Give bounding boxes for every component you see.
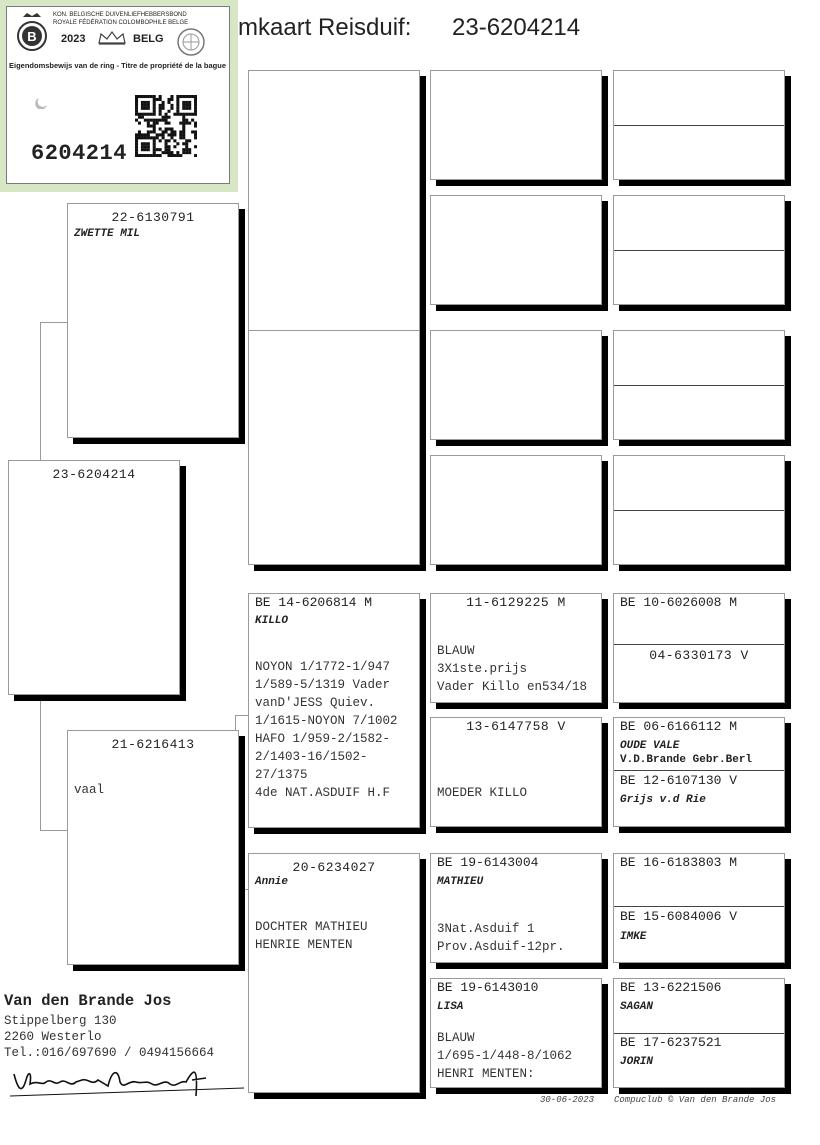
g5-1-divider bbox=[614, 125, 784, 126]
mfmf-name: OUDE VALE bbox=[620, 740, 680, 752]
pigeon-g4-1 bbox=[430, 70, 602, 180]
mm-text: DOCHTER MATHIEU HENRIE MENTEN bbox=[255, 920, 368, 952]
connector-main-father bbox=[40, 322, 68, 462]
hole-mark-icon bbox=[35, 95, 49, 109]
father-ring: 22-6130791 bbox=[111, 210, 195, 225]
pigeon-mff-parents bbox=[613, 593, 785, 703]
mmmf-ring: BE 13-6221506 bbox=[620, 980, 722, 995]
mmfm-name: IMKE bbox=[620, 931, 647, 943]
pigeon-mfm-parents bbox=[613, 717, 785, 827]
main-ring: 23-6204214 bbox=[52, 467, 136, 482]
mmf-parents-divider bbox=[614, 906, 784, 907]
pigeon-mfm bbox=[430, 717, 602, 827]
mf-ring: BE 14-6206814 M bbox=[255, 595, 373, 610]
mmm-parents-divider bbox=[614, 1033, 784, 1034]
mm-ring: 20-6234027 bbox=[292, 860, 376, 875]
g5-4-divider bbox=[614, 510, 784, 511]
pigeon-mmm bbox=[430, 978, 602, 1088]
pigeon-fm-empty bbox=[248, 330, 420, 565]
title-ring-number: 23-6204214 bbox=[452, 14, 581, 41]
footer-date: 30-06-2023 bbox=[540, 1095, 595, 1105]
mf-name: KILLO bbox=[255, 615, 289, 627]
pigeon-mmf bbox=[430, 853, 602, 963]
mmf-ring: BE 19-6143004 bbox=[437, 855, 539, 870]
ring-ownership-card bbox=[0, 0, 238, 192]
mfm-parents-divider bbox=[614, 770, 784, 771]
mmmm-ring: BE 17-6237521 bbox=[620, 1035, 722, 1050]
title-label: mkaart Reisduif: bbox=[238, 14, 412, 41]
owner-street: Stippelberg 130 bbox=[4, 1014, 117, 1028]
pigeon-g4-4 bbox=[430, 455, 602, 565]
pigeon-mother bbox=[67, 730, 239, 965]
mfff-ring: BE 10-6026008 M bbox=[620, 595, 738, 610]
owner-name: Van den Brande Jos bbox=[4, 992, 172, 1010]
mffm-ring: 04-6330173 V bbox=[649, 648, 749, 663]
g5-3-divider bbox=[614, 385, 784, 386]
qr-code-icon bbox=[135, 95, 197, 157]
pigeon-g5-3 bbox=[613, 330, 785, 440]
pigeon-mmf-parents bbox=[613, 853, 785, 963]
page-title bbox=[238, 14, 581, 42]
mmf-name: MATHIEU bbox=[437, 876, 484, 888]
pigeon-mmm-parents bbox=[613, 978, 785, 1088]
ring-year: 2023 bbox=[61, 33, 86, 45]
crown-icon bbox=[97, 31, 127, 45]
mfm-text: MOEDER KILLO bbox=[437, 786, 528, 800]
pigeon-mf bbox=[248, 593, 420, 828]
mmfm-ring: BE 15-6084006 V bbox=[620, 909, 738, 924]
org-line-1: KON. BELGISCHE DUIVENLIEFHEBBERSBOND bbox=[53, 12, 187, 18]
seal-icon bbox=[173, 27, 209, 57]
pigeon-g5-1 bbox=[613, 70, 785, 180]
mmm-text: BLAUW 1/695-1/448-8/1062 HENRI MENTEN: bbox=[437, 1031, 573, 1081]
mfmm-ring: BE 12-6107130 V bbox=[620, 773, 738, 788]
mff-text: BLAUW 3X1ste.prijs Vader Killo en534/18 bbox=[437, 644, 588, 694]
pigeon-g5-4 bbox=[613, 455, 785, 565]
org-line-2: ROYALE FÉDÉRATION COLOMBOPHILE BELGE bbox=[53, 20, 189, 26]
pigeon-father bbox=[67, 203, 239, 438]
mfmf-subname: V.D.Brande Gebr.Berl bbox=[620, 754, 753, 766]
mmf-text: 3Nat.Asduif 1 Prov.Asduif-12pr. bbox=[437, 922, 565, 954]
ring-card-number: 6204214 bbox=[31, 141, 127, 166]
mf-text: NOYON 1/1772-1/947 1/589-5/1319 Vader vanD'JESS Quiev. 1/1615-NOYON 7/1002 HAFO 1/959-2/1582- 2/1403-16/1502- 27/1375 4de NAT.ASDUIF H.F bbox=[255, 660, 398, 800]
pigeon-mff bbox=[430, 593, 602, 703]
g5-2-divider bbox=[614, 250, 784, 251]
mother-ring: 21-6216413 bbox=[111, 737, 195, 752]
ring-card-caption: Eigendomsbewijs van de ring - Titre de propriété de la bague bbox=[9, 61, 226, 70]
mff-ring: 11-6129225 M bbox=[466, 595, 566, 610]
father-name: ZWETTE MIL bbox=[74, 228, 141, 240]
mmm-name: LISA bbox=[437, 1001, 464, 1013]
mfmm-name: Grijs v.d Rie bbox=[620, 794, 706, 806]
mmmf-name: SAGAN bbox=[620, 1001, 654, 1013]
pigeon-g4-2 bbox=[430, 195, 602, 305]
mother-note: vaal bbox=[74, 783, 105, 797]
pigeon-mm bbox=[248, 853, 420, 1093]
pigeon-g4-3 bbox=[430, 330, 602, 440]
signature-image bbox=[8, 1060, 248, 1102]
pigeon-g5-2 bbox=[613, 195, 785, 305]
mfmf-ring: BE 06-6166112 M bbox=[620, 719, 738, 734]
mmm-ring: BE 19-6143010 bbox=[437, 980, 539, 995]
kbl-logo-icon bbox=[15, 13, 49, 53]
ring-card-body bbox=[6, 6, 230, 184]
mff-parents-divider bbox=[614, 644, 784, 645]
logo-letter: B bbox=[27, 29, 37, 44]
mmmm-name: JORIN bbox=[620, 1056, 654, 1068]
mmff-ring: BE 16-6183803 M bbox=[620, 855, 738, 870]
connector-main-mother bbox=[40, 695, 68, 831]
owner-phone: Tel.:016/697690 / 0494156664 bbox=[4, 1046, 215, 1060]
ring-country: BELG bbox=[133, 33, 164, 45]
mm-name: Annie bbox=[255, 876, 289, 888]
footer-credit: Compuclub © Van den Brande Jos bbox=[614, 1095, 777, 1105]
owner-city: 2260 Westerlo bbox=[4, 1030, 102, 1044]
mfm-ring: 13-6147758 V bbox=[466, 719, 566, 734]
pigeon-main bbox=[8, 460, 180, 695]
